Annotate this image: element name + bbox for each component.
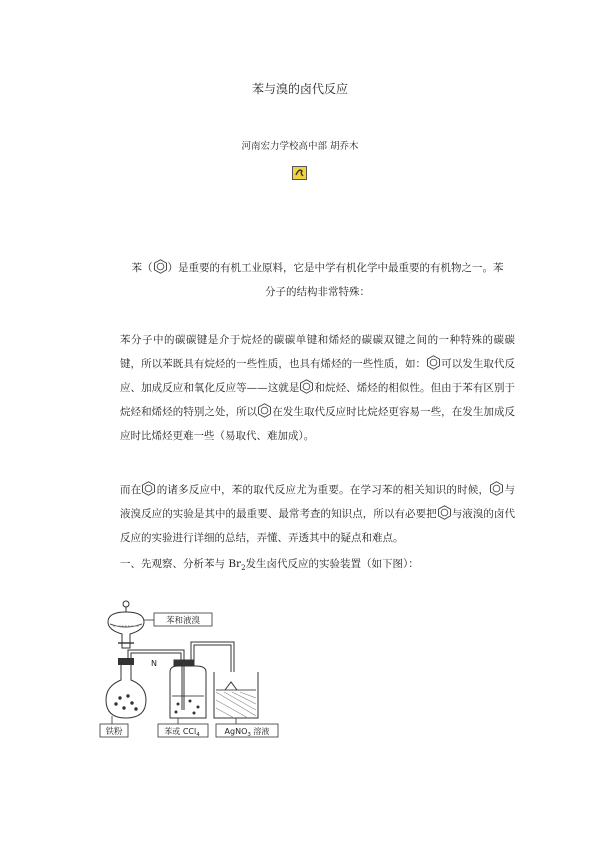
benzene-ring-icon [141, 481, 156, 496]
p1-text-b: ）是重要的有机工业原料，它是中学有机化学中最重要的有机物之一。苯 [167, 262, 504, 274]
bottle-label-sub: 4 [196, 732, 200, 738]
beaker [214, 672, 258, 718]
round-bottom-flask [106, 665, 146, 718]
gas-washing-bottle [170, 660, 206, 718]
p4-sub: 2 [241, 564, 246, 573]
beaker-label-suffix: 溶液 [250, 727, 270, 736]
benzene-ring-icon [257, 403, 272, 418]
document-title: 苯与溴的卤代反应 [251, 82, 348, 96]
p2-text-a: 苯分子中的碳碳键是介于烷烃的碳碳单键和烯烃的碳碳双键之间的一种特殊的碳碳键，所以苯既具有烷烃的一些性质，也具有烯烃的一些性质，如： [120, 334, 515, 370]
flask-stopper [118, 658, 134, 665]
p3-text-d: 与液溴的卤代反应的实验进行详细的总结，弄懂、弄透其中的疑点和难点。 [120, 508, 516, 544]
tube-label: N [151, 659, 157, 668]
p3-text-b: 的诸多反应中，苯的取代反应尤为重要。在学习苯的相关知识的时候， [156, 484, 490, 496]
bottle-label-text: 苯或 CCl [164, 727, 197, 736]
p4-text-b: 发生卤代反应的实验装置（如下图）： [245, 558, 419, 570]
section-heading-apparatus [120, 552, 540, 580]
p2-text-d: 在发生取代反应时比烷烃更容易一些，在发生加成反应时比烯烃更难一些（易取代、难加成）。 [120, 406, 516, 442]
paragraph-structure [120, 328, 515, 448]
benzene-ring-icon [299, 379, 314, 394]
paragraph-importance [120, 478, 515, 550]
benzene-ring-icon [489, 481, 504, 496]
document-logo-icon [292, 166, 307, 180]
benzene-ring-icon [426, 355, 441, 370]
separatory-funnel [108, 601, 144, 648]
beaker-label-sub: 3 [247, 732, 251, 738]
p1-text-c: 分子的结构非常特殊： [265, 286, 370, 298]
paragraph-intro [120, 256, 515, 304]
document-author: 河南宏力学校高中部 胡乔木 [241, 141, 359, 152]
flask-label: 铁粉 [105, 727, 123, 737]
funnel-label: 苯和液溴 [165, 616, 201, 626]
p2-text-c: 和烷烃、烯烃的相似性。但由于苯有区别于烷烃和烯烃的特别之处，所以 [120, 382, 516, 418]
p3-text-a: 而在 [120, 484, 142, 496]
p3-text-c: 与液溴反应的实验是其中的最重要、最常考查的知识点，所以有必要把 [120, 484, 516, 520]
benzene-ring-icon [153, 259, 168, 274]
p4-text-a: 一、先观察、分析苯与 Br [120, 558, 242, 570]
apparatus-diagram [98, 600, 288, 740]
beaker-label-text: AgNO [224, 727, 248, 736]
benzene-ring-icon [437, 505, 452, 520]
p2-text-b: 可以发生取代反应、加成反应和氧化反应等——这就是 [120, 358, 515, 394]
p1-text-a: 苯（ [131, 262, 153, 274]
